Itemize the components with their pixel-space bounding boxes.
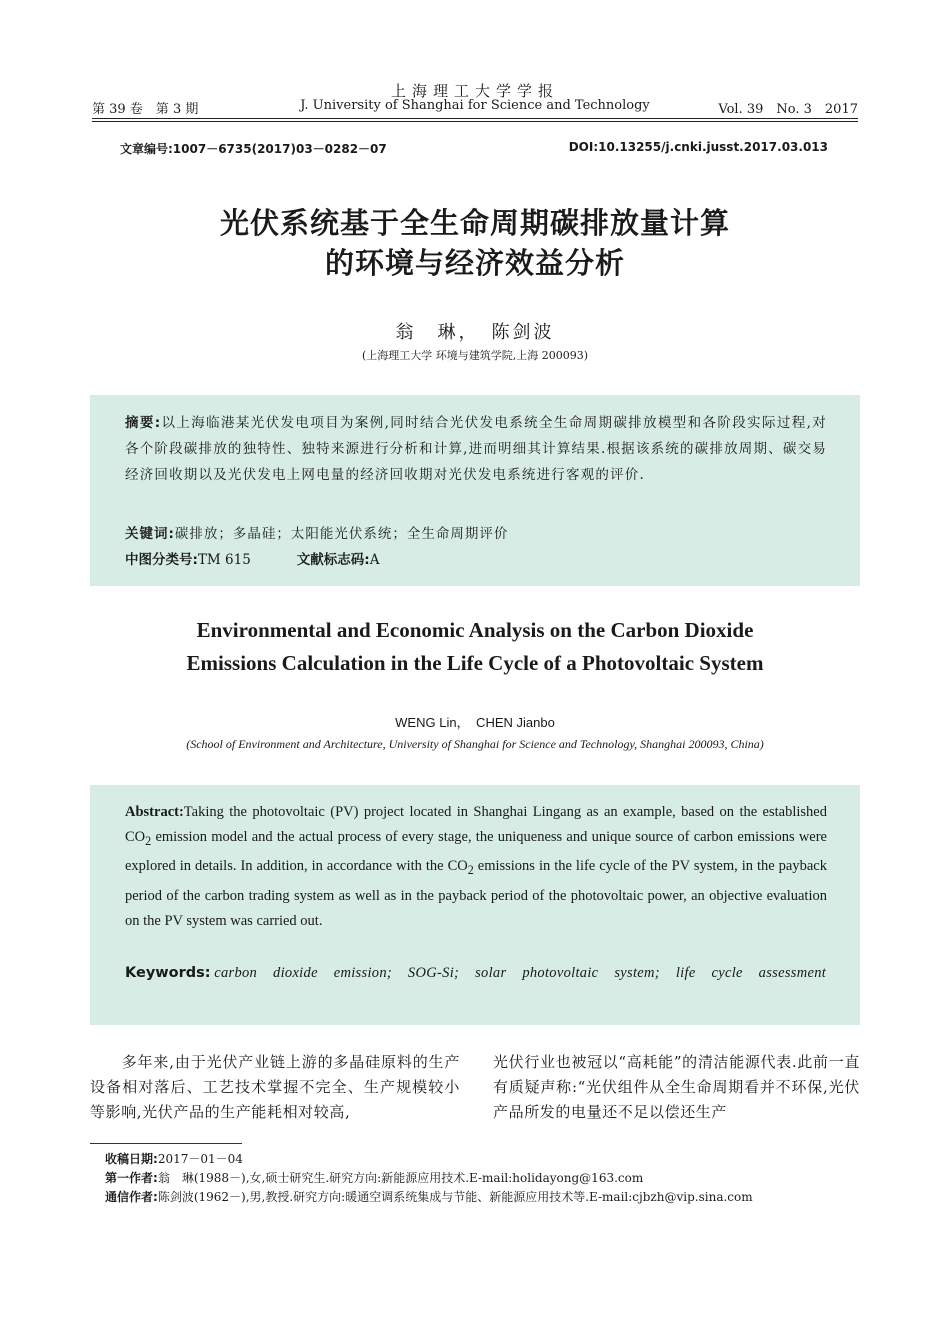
volume-issue-cn: 第 39 卷 第 3 期: [92, 102, 199, 117]
doi: DOI:10.13255/j.cnki.jusst.2017.03.013: [568, 140, 828, 154]
page-title-en: [0, 614, 950, 680]
keywords-cn-text: 碳排放；多晶硅；太阳能光伏系统；全生命周期评价: [174, 526, 509, 542]
first-author-info: 翁 琳(1988－),女,硕士研究生.研究方向:新能源应用技术.E-mail:holidayong@163.com: [157, 1171, 644, 1185]
classification-label: 中图分类号:: [125, 552, 198, 568]
footnote-rule: [90, 1143, 242, 1144]
received-date: 2017－01－04: [157, 1152, 243, 1166]
header-rule-top: [92, 118, 858, 119]
keywords-cn: [125, 522, 508, 542]
abstract-cn-text: 以上海临港某光伏发电项目为案例,同时结合光伏发电系统全生命周期碳排放模型和各阶段实际过程,对各个阶段碳排放的独特性、独特来源进行分析和计算,进而明细其计算结果.根据该系统的碳排放周期、碳交易经济回收期以及光伏发电上网电量的经济回收期对光伏发电系统进行客观的评价.: [125, 415, 828, 483]
keywords-en-label: Keywords:: [125, 965, 211, 981]
affiliation-en: (School of Environment and Architecture, University of Shanghai for Science and Technology, Shanghai 200093, China): [186, 737, 764, 751]
volume-issue-en: Vol. 39 No. 3 2017: [718, 102, 858, 117]
authors-cn: 翁 琳， 陈剑波: [395, 322, 555, 343]
classification-cn: [125, 548, 379, 568]
abstract-en: [125, 800, 827, 934]
corresponding-label: 通信作者:: [105, 1190, 158, 1204]
doc-code-label: 文献标志码:: [296, 552, 370, 568]
title-en-line1: Environmental and Economic Analysis on the Carbon Dioxide: [196, 618, 754, 642]
abstract-en-part2: emission model and the actual process of every stage, the uniqueness and unique source of carbon emissions were explored in details. In addition, in accordance with the CO: [125, 829, 827, 875]
page-title-cn: [0, 203, 950, 283]
footnote-first-author: [105, 1169, 860, 1188]
journal-name-en: J. University of Shanghai for Science and Technology: [300, 98, 650, 113]
body-column-left: 多年来,由于光伏产业链上游的多晶硅原料的生产设备相对落后、工艺技术掌握不完全、生产规模较小等影响,光伏产品的生产能耗相对较高,: [90, 1053, 460, 1121]
abstract-en-part1: Taking the photovoltaic (PV) project located in Shanghai Lingang as an example, based on the established CO: [125, 804, 827, 846]
journal-name-cn: 上海理工大学学报: [390, 82, 559, 100]
abstract-en-part3: emissions in the life cycle of the PV system, in the payback period of the carbon trading system as well as in the payback period of the photovoltaic power, an objective evaluation on the PV system was carried out.: [125, 858, 827, 929]
classification-value: TM 615: [197, 552, 251, 568]
first-author-label: 第一作者:: [105, 1171, 158, 1185]
abstract-en-label: Abstract:: [125, 804, 184, 820]
title-cn-line2: 的环境与经济效益分析: [324, 246, 625, 280]
keywords-en-text: carbon dioxide emission; SOG-Si; solar photovoltaic system; life cycle assessment: [214, 965, 827, 981]
co2-subscript: 2: [467, 863, 474, 878]
keywords-en: [125, 961, 827, 986]
abstract-cn: [125, 410, 827, 488]
title-cn-line1: 光伏系统基于全生命周期碳排放量计算: [219, 206, 730, 240]
authors-en: WENG Lin， CHEN Jianbo: [395, 715, 555, 730]
body-column-right: 光伏行业也被冠以“高耗能”的清洁能源代表.此前一直有质疑声称:“光伏组件从全生命周期看并不环保,光伏产品所发的电量还不足以偿还生产: [493, 1053, 860, 1121]
keywords-cn-label: 关键词:: [125, 526, 175, 542]
footnote-received: [105, 1150, 860, 1169]
doc-code-value: A: [369, 552, 380, 568]
header-rule-bottom: [92, 121, 858, 122]
article-number: 文章编号:1007－6735(2017)03－0282－07: [120, 142, 387, 156]
affiliation-cn: (上海理工大学 环境与建筑学院,上海 200093): [361, 349, 589, 362]
footnote-corresponding: [105, 1188, 860, 1207]
co2-subscript: 2: [145, 834, 152, 849]
title-en-line2: Emissions Calculation in the Life Cycle of a Photovoltaic System: [186, 651, 764, 675]
corresponding-info: 陈剑波(1962－),男,教授.研究方向:暖通空调系统集成与节能、新能源应用技术等.E-mail:cjbzh@vip.sina.com: [157, 1190, 753, 1204]
abstract-cn-label: 摘要:: [125, 415, 162, 431]
received-label: 收稿日期:: [105, 1152, 158, 1166]
